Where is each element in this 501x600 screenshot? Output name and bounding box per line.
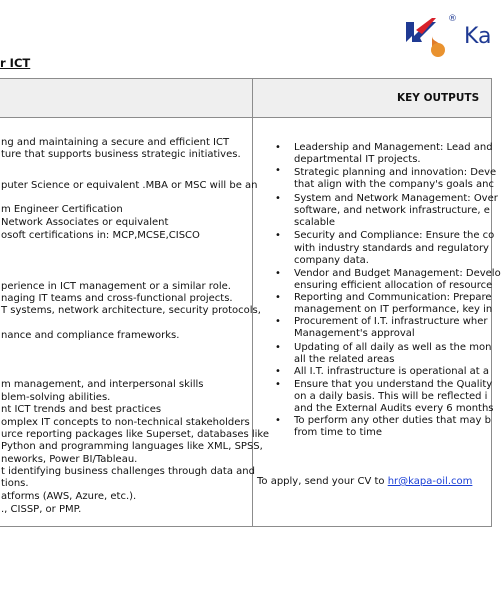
requirement-line: osoft certifications in: MCP,MCSE,CISCO (1, 230, 200, 241)
output-line: Updating of all daily as well as the mon (294, 342, 492, 353)
requirement-line: naging IT teams and cross-functional projects. (1, 293, 233, 304)
requirement-line: urce reporting packages like Superset, databases like (1, 429, 270, 440)
output-line: System and Network Management: Over (294, 193, 498, 204)
key-outputs-column (253, 79, 501, 526)
output-line: ensuring efficient allocation of resource (294, 280, 493, 291)
output-line: Vendor and Budget Management: Develo (294, 268, 501, 279)
output-line: Leadership and Management: Lead and (294, 142, 493, 153)
output-line: Strategic planning and innovation: Deve (294, 167, 497, 178)
requirement-line: perience in ICT management or a similar role. (1, 281, 231, 292)
requirement-line: atforms (AWS, Azure, etc.). (1, 491, 137, 502)
output-line: on a daily basis. This will be reflected i (294, 391, 488, 402)
requirement-line: ture that supports business strategic initiatives. (1, 149, 241, 160)
output-line: software, and network infrastructure, e (294, 205, 490, 216)
requirement-line: nt ICT trends and best practices (1, 404, 162, 415)
key-outputs-header: KEY OUTPUTS (397, 92, 480, 104)
bullet: • (275, 193, 281, 204)
email-link[interactable]: hr@kapa-oil.com (387, 476, 473, 487)
apply-text: To apply, send your CV to (257, 476, 388, 487)
requirement-line: Python and programming languages like XML, SPSS, (1, 441, 263, 452)
bullet: • (275, 142, 281, 153)
requirement-line: T systems, network architecture, security protocols, (1, 305, 261, 316)
requirement-line: Network Associates or equivalent (1, 217, 169, 228)
bullet: • (275, 366, 281, 377)
output-line: from time to time (294, 427, 383, 438)
output-line: Procurement of I.T. infrastructure wher (294, 316, 488, 327)
output-line: and the External Audits every 6 months (294, 403, 494, 414)
bullet: • (275, 268, 281, 279)
bullet: • (275, 292, 281, 303)
output-line: Security and Compliance: Ensure the co (294, 230, 495, 241)
apply-instructions (257, 476, 472, 487)
output-line: all the related areas (294, 354, 395, 365)
bullet: • (275, 230, 281, 241)
requirement-line: m management, and interpersonal skills (1, 379, 204, 390)
bullet: • (275, 316, 281, 327)
output-line: that align with the company's goals anc (294, 179, 494, 190)
output-line: with industry standards and regulatory (294, 243, 489, 254)
requirement-line: omplex IT concepts to non-technical stakeholders (1, 417, 250, 428)
requirement-line: ., CISSP, or PMP. (1, 504, 82, 515)
requirement-line: puter Science or equivalent .MBA or MSC will be an (1, 180, 258, 191)
bullet: • (275, 342, 281, 353)
requirement-line: neworks, Power BI/Tableau. (1, 454, 138, 465)
output-line: management on IT performance, key in (294, 304, 493, 315)
requirement-line: blem-solving abilities. (1, 392, 111, 403)
bullet: • (275, 379, 281, 390)
output-line: company data. (294, 255, 369, 266)
requirement-line: m Engineer Certification (1, 204, 123, 215)
output-line: Management's approval (294, 328, 415, 339)
output-line: All I.T. infrastructure is operational at a (294, 366, 490, 377)
job-table (0, 78, 501, 527)
output-line: To perform any other duties that may b (294, 415, 491, 426)
bullet: • (275, 415, 281, 426)
output-line: departmental IT projects. (294, 154, 421, 165)
requirements-column (0, 79, 270, 526)
logo-text: Ka (464, 24, 492, 49)
page-title: r ICT (0, 56, 31, 70)
requirement-line: t identifying business challenges through data and (1, 466, 255, 477)
company-logo (402, 12, 492, 60)
output-line: Ensure that you understand the Quality (294, 379, 493, 390)
bullet: • (275, 165, 281, 176)
requirement-line: nance and compliance frameworks. (1, 330, 180, 341)
requirement-line: ng and maintaining a secure and efficient ICT (1, 137, 230, 148)
output-line: Reporting and Communication: Prepare (294, 292, 492, 303)
registered-mark: ® (448, 14, 457, 24)
output-line: scalable (294, 217, 336, 228)
requirement-line: tions. (1, 478, 29, 489)
